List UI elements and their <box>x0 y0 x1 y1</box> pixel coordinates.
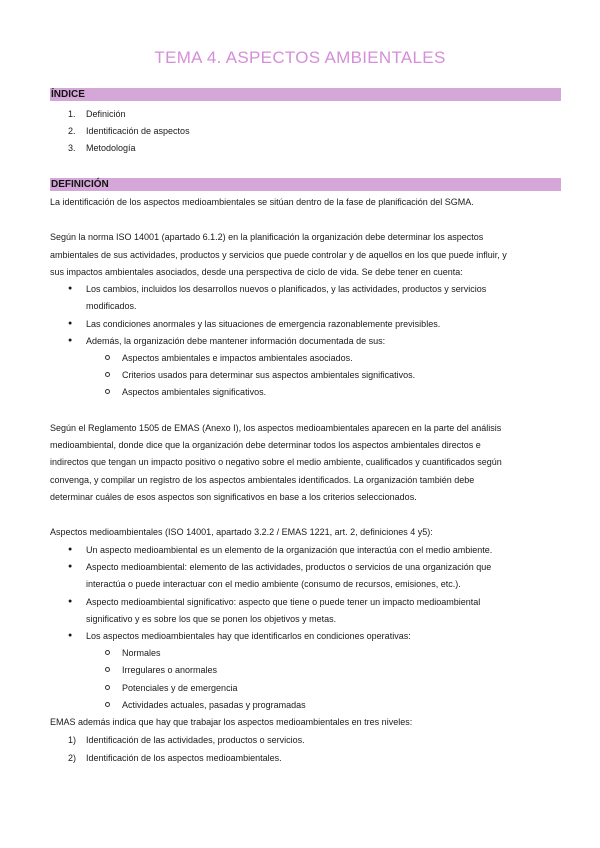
bullet-item: significativo y es sobre los que se ponen los objetivos y metas. <box>86 614 337 624</box>
paragraph: Aspectos medioambientales (ISO 14001, apartado 3.2.2 / EMAS 1221, art. 2, definiciones 4 y5): <box>50 527 433 537</box>
sub-bullet-circle-icon <box>105 389 110 394</box>
paragraph-line: Según el Reglamento 1505 de EMAS (Anexo I), los aspectos medioambientales aparecen en la parte del análisis <box>50 423 502 433</box>
list-item: Identificación de las actividades, productos o servicios. <box>86 735 305 745</box>
sub-bullet-circle-icon <box>105 685 110 690</box>
list-number: 2. <box>68 126 76 136</box>
bullet-dot-icon: ● <box>68 285 73 292</box>
list-item: Metodología <box>86 143 136 153</box>
bullet-item: Los cambios, incluidos los desarrollos nuevos o planificados, y las actividades, productos y servicios <box>86 284 487 294</box>
bullet-item: Aspecto medioambiental significativo: aspecto que tiene o puede tener un impacto medioambiental <box>86 597 481 607</box>
paragraph-line: determinar cuáles de esos aspectos son significativos en base a los criterios seleccionados. <box>50 492 417 502</box>
paragraph-line: ambientales de sus actividades, productos y servicios que puede controlar y de aquellos en los que puede influir, y <box>50 250 507 260</box>
sub-bullet-circle-icon <box>105 667 110 672</box>
section-heading-indice: ÍNDICE <box>50 88 561 101</box>
bullet-item: Los aspectos medioambientales hay que identificarlos en condiciones operativas: <box>86 631 411 641</box>
sub-bullet-item: Potenciales y de emergencia <box>122 683 238 693</box>
sub-bullet-circle-icon <box>105 650 110 655</box>
paragraph: EMAS además indica que hay que trabajar los aspectos medioambientales en tres niveles: <box>50 717 413 727</box>
section-heading-definicion: DEFINICIÓN <box>50 178 561 191</box>
list-item: Definición <box>86 109 126 119</box>
list-number: 1. <box>68 109 76 119</box>
bullet-item: interactúa o puede interactuar con el medio ambiente (consumo de recursos, emisiones, etc.). <box>86 579 461 589</box>
sub-bullet-circle-icon <box>105 702 110 707</box>
bullet-dot-icon: ● <box>68 546 73 553</box>
sub-bullet-circle-icon <box>105 372 110 377</box>
sub-bullet-item: Irregulares o anormales <box>122 665 218 675</box>
bullet-dot-icon: ● <box>68 337 73 344</box>
sub-bullet-item: Aspectos ambientales significativos. <box>122 387 267 397</box>
paragraph-line: Según la norma ISO 14001 (apartado 6.1.2) en la planificación la organización debe determinar los aspectos <box>50 232 484 242</box>
bullet-item: Las condiciones anormales y las situaciones de emergencia razonablemente previsibles. <box>86 319 441 329</box>
list-item: Identificación de los aspectos medioambientales. <box>86 753 282 763</box>
list-number: 2) <box>68 753 77 763</box>
paragraph-line: sus impactos ambientales asociados, desde una perspectiva de ciclo de vida. Se debe tener en cuenta: <box>50 267 463 277</box>
sub-bullet-item: Normales <box>122 648 161 658</box>
paragraph-line: medioambiental, donde dice que la organización debe determinar todos los aspectos ambientales directos e <box>50 440 481 450</box>
bullet-item: Además, la organización debe mantener información documentada de sus: <box>86 336 386 346</box>
list-number: 3. <box>68 143 76 153</box>
bullet-dot-icon: ● <box>68 320 73 327</box>
sub-bullet-item: Aspectos ambientales e impactos ambientales asociados. <box>122 353 353 363</box>
list-number: 1) <box>68 735 77 745</box>
sub-bullet-item: Actividades actuales, pasadas y programadas <box>122 700 306 710</box>
bullet-dot-icon: ● <box>68 563 73 570</box>
bullet-item: Un aspecto medioambiental es un elemento de la organización que interactúa con el medio ambiente. <box>86 545 493 555</box>
bullet-item: modificados. <box>86 301 137 311</box>
bullet-dot-icon: ● <box>68 632 73 639</box>
bullet-dot-icon: ● <box>68 598 73 605</box>
sub-bullet-item: Criterios usados para determinar sus aspectos ambientales significativos. <box>122 370 416 380</box>
paragraph-line: indirectos que tengan un impacto positivo o negativo sobre el medio ambiente, cualificados y cuantificados según <box>50 457 502 467</box>
sub-bullet-circle-icon <box>105 355 110 360</box>
list-item: Identificación de aspectos <box>86 126 190 136</box>
paragraph: La identificación de los aspectos medioambientales se sitúan dentro de la fase de planificación del SGMA. <box>50 197 474 207</box>
paragraph-line: convenga, y compilar un registro de los aspectos ambientales identificados. La organización también debe <box>50 475 475 485</box>
bullet-item: Aspecto medioambiental: elemento de las actividades, productos o servicios de una organización que <box>86 562 492 572</box>
page-title: TEMA 4. ASPECTOS AMBIENTALES <box>154 48 446 67</box>
